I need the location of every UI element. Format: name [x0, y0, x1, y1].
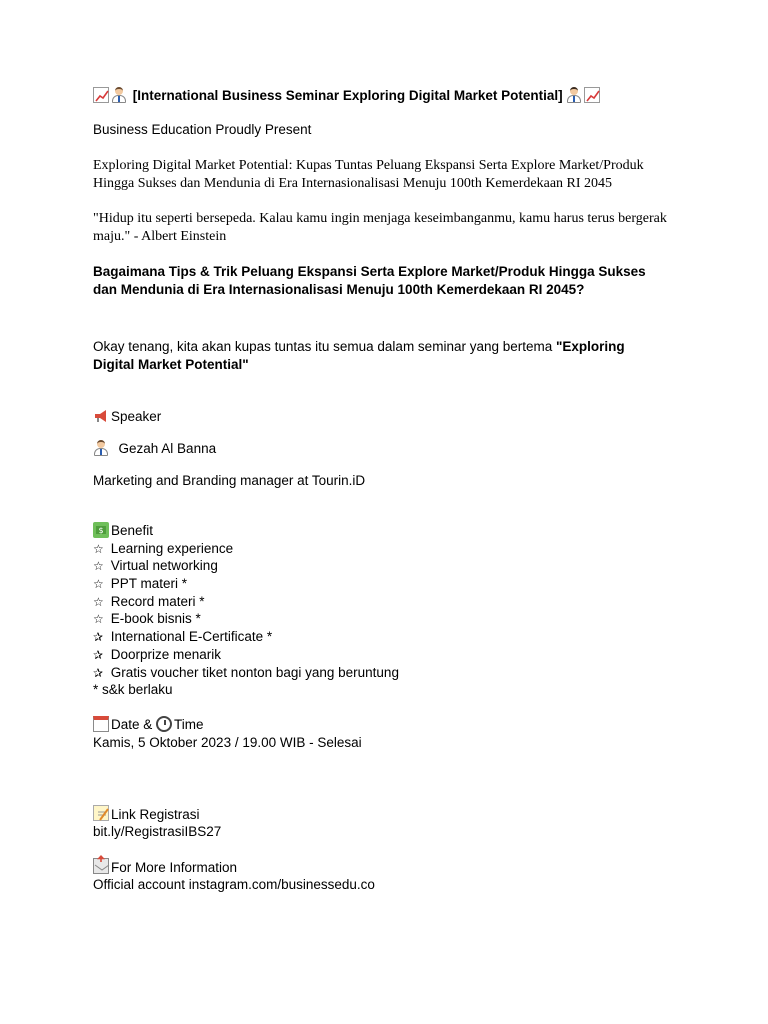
- title-line: [93, 87, 602, 105]
- intro-paragraph: [93, 338, 663, 374]
- memo-icon: [93, 805, 109, 821]
- page-title: [International Business Seminar Exploring Digital Market Potential]: [132, 88, 563, 103]
- benefit-item: ☆ Learning experience: [93, 541, 234, 556]
- svg-text:$: $: [98, 526, 104, 535]
- datetime-value: Kamis, 5 Oktober 2023 / 19.00 WIB - Selesai: [93, 735, 362, 750]
- benefit-item: ✰ Gratis voucher tiket nonton bagi yang beruntung: [93, 665, 399, 680]
- office-worker-icon: [566, 87, 582, 103]
- star-icon: ✰: [93, 666, 104, 680]
- money-icon: [93, 522, 109, 538]
- chart-increasing-icon: [93, 87, 109, 103]
- star-icon: ☆: [93, 542, 104, 556]
- envelope-icon: [93, 858, 109, 874]
- intro-text: Okay tenang, kita akan kupas tuntas itu semua dalam seminar yang bertema: [93, 339, 557, 354]
- quote: "Hidup itu seperti bersepeda. Kalau kamu ingin menjaga keseimbanganmu, kamu harus terus bergerak maju." - Albert Einstein: [93, 211, 667, 244]
- speaker-heading: Speaker: [93, 408, 161, 426]
- subtitle: Exploring Digital Market Potential: Kupas Tuntas Peluang Ekspansi Serta Explore Market/Produk Hingga Sukses dan Mendunia di Era Internasionalisasi Menuju 100th Kemerdekaan RI 2045: [93, 158, 644, 191]
- benefit-item: ✰ Doorprize menarik: [93, 647, 222, 662]
- intro-theme: "Exploring Digital Market Potential": [93, 339, 625, 372]
- chart-increasing-icon: [584, 87, 600, 103]
- speaker-name-line: [93, 440, 216, 458]
- star-icon: ✰: [93, 630, 104, 644]
- star-icon: ☆: [93, 559, 104, 573]
- calendar-icon: [93, 716, 109, 732]
- question: Bagaimana Tips & Trik Peluang Ekspansi Serta Explore Market/Produk Hingga Sukses dan Mendunia di Era Internasionalisasi Menuju 100th Kemerdekaan RI 2045?: [93, 264, 646, 297]
- clock-icon: [156, 716, 172, 732]
- info-value: Official account instagram.com/businessedu.co: [93, 877, 375, 892]
- megaphone-icon: [93, 408, 109, 424]
- benefit-item: ☆ Record materi *: [93, 594, 205, 609]
- registration-link[interactable]: bit.ly/RegistrasiIBS27: [93, 824, 222, 839]
- benefit-item: ☆ E-book bisnis *: [93, 611, 201, 626]
- star-icon: ☆: [93, 595, 104, 609]
- speaker-name: Gezah Al Banna: [118, 441, 217, 456]
- benefit-note: * s&k berlaku: [93, 682, 173, 697]
- office-worker-icon: [93, 440, 109, 456]
- registration-heading: Link Registrasi: [93, 805, 200, 824]
- datetime-heading: Date & Time: [93, 716, 204, 734]
- star-icon: ☆: [93, 577, 104, 591]
- presenter-line: Business Education Proudly Present: [93, 122, 312, 137]
- info-heading: For More Information: [93, 858, 237, 877]
- benefit-heading: $ Benefit: [93, 522, 153, 540]
- benefit-item: ☆ Virtual networking: [93, 558, 218, 573]
- speaker-role: Marketing and Branding manager at Tourin.iD: [93, 473, 366, 488]
- star-icon: ✰: [93, 648, 104, 662]
- office-worker-icon: [111, 87, 127, 103]
- star-icon: ☆: [93, 612, 104, 626]
- benefit-item: ☆ PPT materi *: [93, 576, 188, 591]
- benefit-item: ✰ International E-Certificate *: [93, 629, 273, 644]
